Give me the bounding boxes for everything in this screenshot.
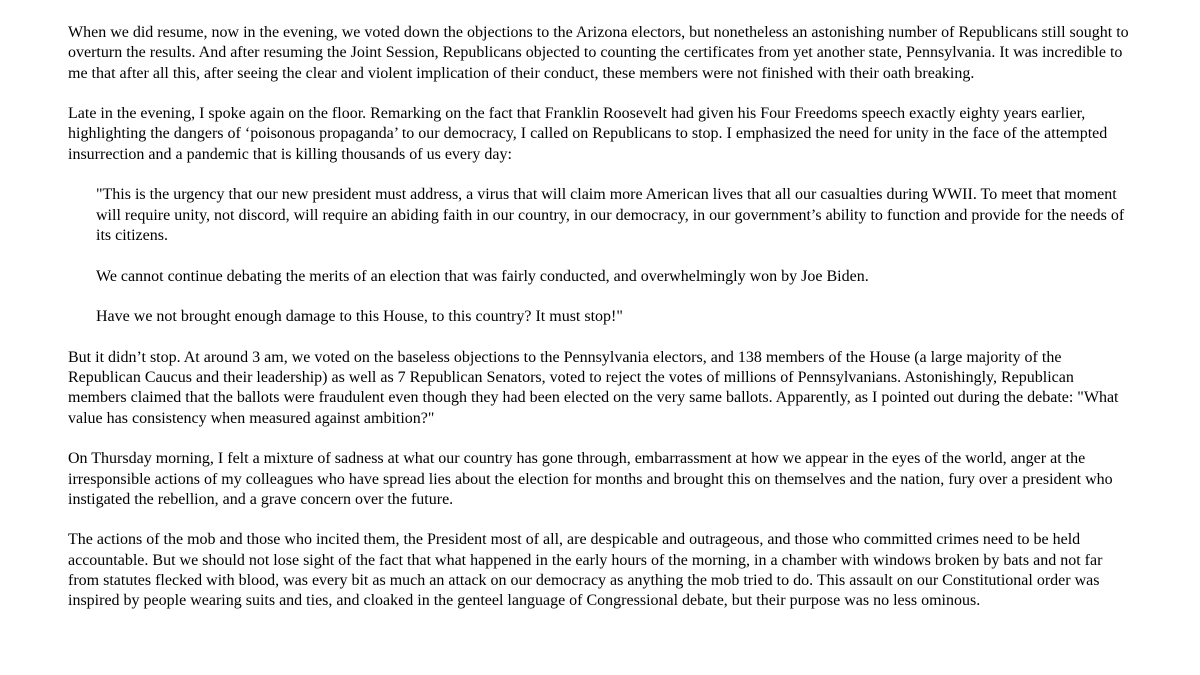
document-body: [68, 23, 1134, 632]
paragraph-didnt-stop: But it didn’t stop. At around 3 am, we voted on the baseless objections to the Pennsylvania electors, and 138 members of the House (a large majority of the Republican Caucus and their leadership) as well as 7 Republican Senators, voted to reject the votes of millions of Pennsylvanians. Astonishingly, Republican members claimed that the ballots were fraudulent even though they had been elected on the very same ballots. Apparently, as I pointed out during the debate: "What value has consistency when measured against ambition?": [68, 348, 1119, 427]
quote-must-stop: Have we not brought enough damage to this House, to this country? It must stop!": [96, 308, 623, 326]
paragraph-mob-actions: The actions of the mob and those who incited them, the President most of all, are despicable and outrageous, and those who committed crimes need to be held accountable. But we should not lose sight of the fact that what happened in the early hours of the morning, in a chamber with windows broken by bats and not far from statutes flecked with blood, was every bit as much an attack on our democracy as anything the mob tried to do. This assault on our Constitutional order was inspired by people wearing suits and ties, and cloaked in the genteel language of Congressional debate, but their purpose was no less ominous.: [68, 531, 1103, 610]
quote-election-merits: We cannot continue debating the merits of an election that was fairly conducted, and overwhelmingly won by Joe Biden.: [96, 267, 869, 285]
paragraph-resume-evening: When we did resume, now in the evening, we voted down the objections to the Arizona electors, but nonetheless an astonishing number of Republicans still sought to overturn the results. And after resuming the Joint Session, Republicans objected to counting the certificates from yet another state, Pennsylvania. It was incredible to me that after all this, after seeing the clear and violent implication of their conduct, these members were not finished with their oath breaking.: [68, 24, 1129, 82]
paragraph-thursday-morning: On Thursday morning, I felt a mixture of sadness at what our country has gone through, embarrassment at how we appear in the eyes of the world, anger at the irresponsible actions of my colleagues who have spread lies about the election for months and brought this on themselves and the nation, fury over a president who instigated the rebellion, and a grave concern over the future.: [68, 450, 1113, 508]
paragraph-spoke-on-floor: Late in the evening, I spoke again on the floor. Remarking on the fact that Franklin Roosevelt had given his Four Freedoms speech exactly eighty years earlier, highlighting the dangers of ‘poisonous propaganda’ to our democracy, I called on Republicans to stop. I emphasized the need for unity in the face of the attempted insurrection and a pandemic that is killing thousands of us every day:: [68, 105, 1108, 163]
quote-urgency: "This is the urgency that our new president must address, a virus that will claim more American lives that all our casualties during WWII. To meet that moment will require unity, not discord, will require an abiding faith in our country, in our democracy, in our government’s ability to function and provide for the needs of its citizens.: [96, 186, 1125, 244]
